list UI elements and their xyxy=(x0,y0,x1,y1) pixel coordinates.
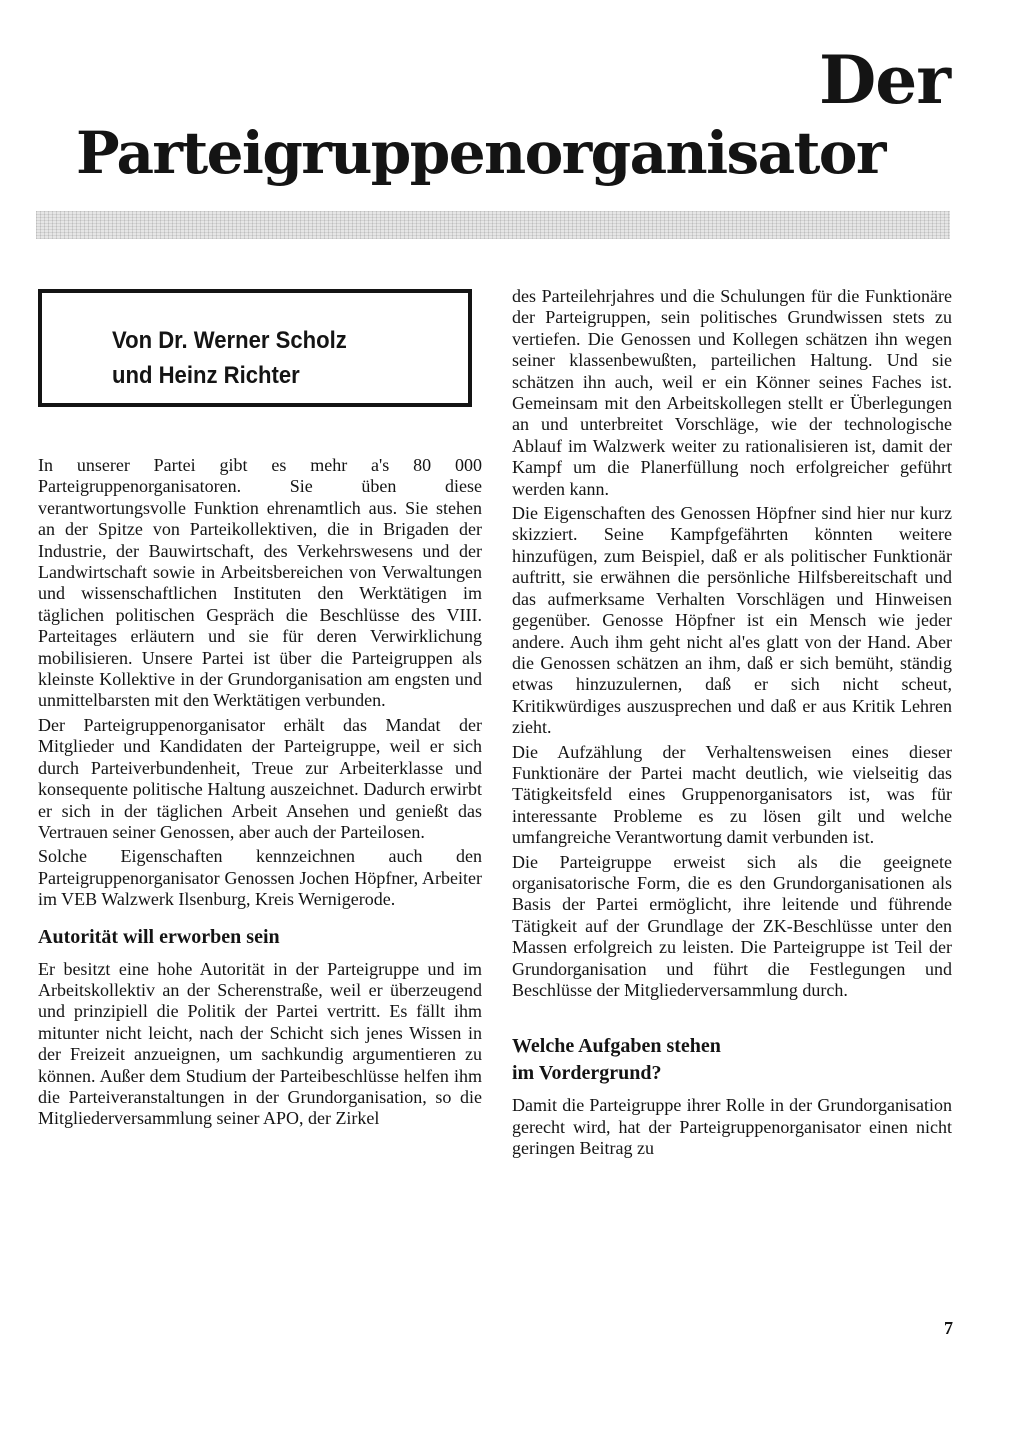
author-line-2: und Heinz Richter xyxy=(112,362,300,389)
section-heading: Autorität will erworben sein xyxy=(38,925,280,948)
body-paragraph: Die Aufzählung der Verhaltensweisen eines dieser Funktionäre der Partei macht deutlich, wie vielseitig das Tätigkeitsfeld eines Gruppenorganisators ist, was für interessante Probleme es zu lösen gilt und welche umfangreiche Verantwortung damit verbunden ist. xyxy=(512,741,952,848)
title-line-1: Der xyxy=(819,41,950,119)
body-paragraph: Damit die Parteigruppe ihrer Rolle in der Grundorganisation gerecht wird, hat der Parteigruppenorganisator einen nicht geringen Beitrag zu xyxy=(512,1095,952,1159)
body-paragraph: Er besitzt eine hohe Autorität in der Parteigruppe und im Arbeitskollektiv an der Scherenstraße, weil er überzeugend und prinzipiell die Politik der Partei vertritt. Es fällt ihm mitunter nicht leicht, nach der Schicht sich jenes Wissen in der Freizeit anzueignen, um sachkundig argumentieren zu können. Außer dem Studium der Parteibeschlüsse helfen ihm die Parteiveranstaltungen in der Grundorganisation, so die Mitgliederversammlung seiner APO, der Zirkel xyxy=(38,958,482,1129)
title-line-2: Parteigruppenorganisator xyxy=(76,119,885,187)
body-paragraph: Der Parteigruppenorganisator erhält das Mandat der Mitglieder und Kandidaten der Parteigruppe, weil er sich durch Parteiverbundenheit, Treue zur Arbeiterklasse und konsequente politische Haltung auszeichnet. Dadurch erwirbt er sich in der täglichen Arbeit Ansehen und genießt das Vertrauen seiner Genossen, aber auch der Parteilosen. xyxy=(38,714,482,842)
section-heading xyxy=(512,1033,952,1087)
right-column xyxy=(512,286,952,1163)
author-line-1: Von Dr. Werner Scholz xyxy=(112,327,347,354)
section-heading-line-1: Welche Aufgaben stehen xyxy=(512,1035,721,1058)
body-paragraph: des Parteilehrjahres und die Schulungen für die Funktionäre der Parteigruppen, sein politisches Grundwissen stets zu vertiefen. Die Genossen und Kollegen schätzen ihn wegen seiner klassenbewußten, parteilichen Haltung. Und sie schätzen ihn auch, weil er ein Könner seines Faches ist. Gemeinsam mit den Arbeitskollegen stellt er Überlegungen an und unterbreitet Vorschläge, wie der technologische Ablauf im Walzwerk weiter zu rationalisieren ist, damit der Kampf um die Planerfüllung noch erfolgreicher geführt werden kann. xyxy=(512,286,952,499)
section-heading-line-2: im Vordergrund? xyxy=(512,1062,662,1085)
left-column xyxy=(38,455,482,1133)
decorative-screen-band xyxy=(36,211,950,239)
body-paragraph: Die Parteigruppe erweist sich als die geeignete organisatorische Form, die es den Grundorganisationen als Basis der Partei ermöglicht, ihre leitende und führende Tätigkeit auf der Grundlage der ZK-Beschlüsse unter den Massen erfolgreich zu leisten. Die Parteigruppe ist Teil der Grundorganisation und führt die Festlegungen und Beschlüsse der Mitgliederversammlung durch. xyxy=(512,851,952,1000)
body-paragraph: Die Eigenschaften des Genossen Höpfner sind hier nur kurz skizziert. Seine Kampfgefährten könnten weitere hinzufügen, zum Beispiel, daß er als politischer Funktionär auftritt, sie erwähnen die persönliche Hilfsbereitschaft und das aufmerksame Verhalten Vorschlägen und Hinweisen gegenüber. Genosse Höpfner ist ein Mensch wie jeder andere. Auch ihm geht nicht al'es glatt von der Hand. Aber die Genossen schätzen an ihm, daß er sich bemüht, ständig etwas hinzuzulernen, daß er sich nicht scheut, Kritikwürdiges auszusprechen und daß er aus Kritik Lehren zieht. xyxy=(512,503,952,738)
author-box xyxy=(38,289,472,407)
body-paragraph: In unserer Partei gibt es mehr a's 80 000 Parteigruppenorganisatoren. Sie üben diese verantwortungsvolle Funktion ehrenamtlich aus. Sie stehen an der Spitze von Parteikollektiven, die in Brigaden der Industrie, der Bauwirtschaft, des Verkehrswesens und der Landwirtschaft sowie in Arbeitsbereichen von Verwaltungen und wissenschaftlichen Instituten den Werktätigen im täglichen politischen Gespräch die Beschlüsse des VIII. Parteitages erläutern und sie für deren Verwirklichung mobilisieren. Unsere Partei ist über die Parteigruppen als kleinste Kollektive in der Grundorganisation am engsten und unmittelbarsten mit den Werktätigen verbunden. xyxy=(38,455,482,711)
body-paragraph: Solche Eigenschaften kennzeichnen auch den Parteigruppenorganisator Genossen Jochen Höpfner, Arbeiter im VEB Walzwerk Ilsenburg, Kreis Wernigerode. xyxy=(38,846,482,910)
page-number: 7 xyxy=(944,1318,953,1338)
